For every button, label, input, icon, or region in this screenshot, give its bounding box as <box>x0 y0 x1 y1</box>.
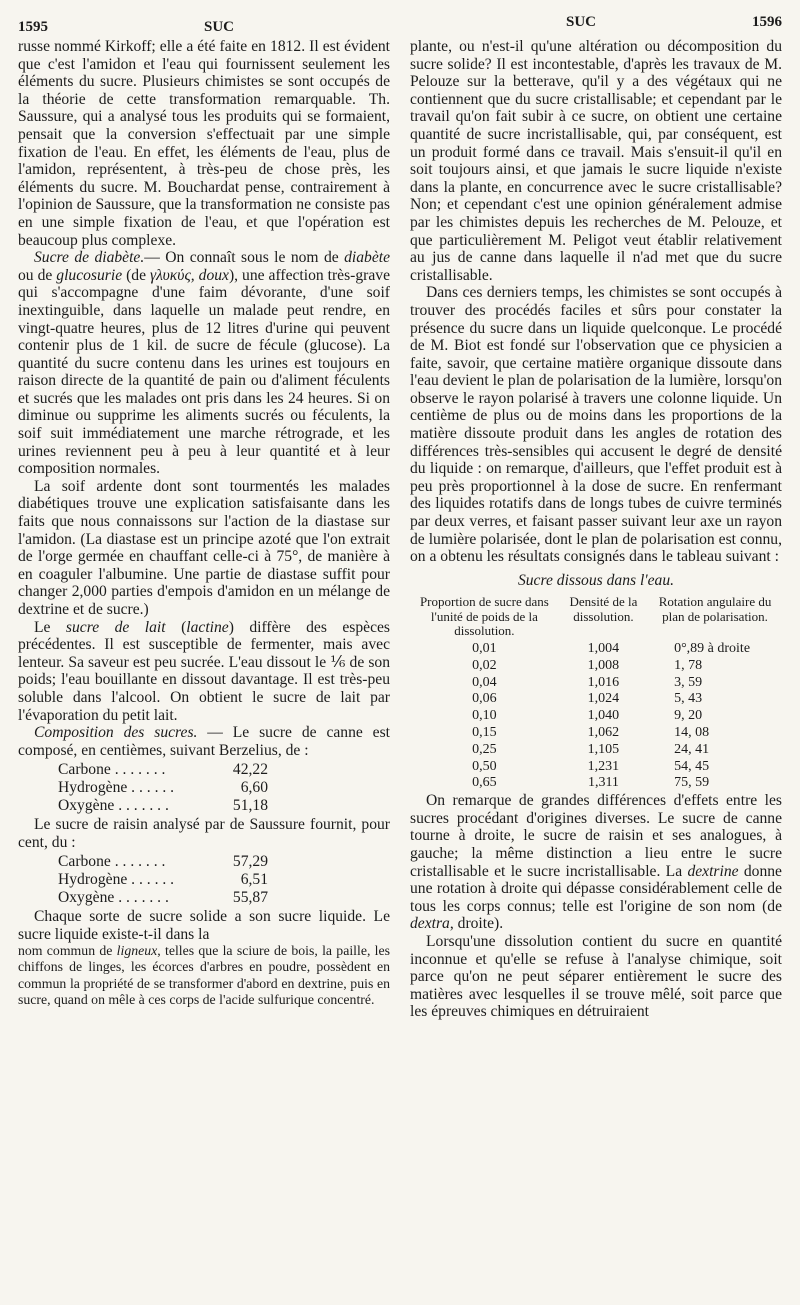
table-row <box>410 708 782 725</box>
paragraph: russe nommé Kirkoff; elle a été faite en 1812. Il est évident que c'est l'amidon et l'eau qui fournissent seulement les éléments du sucre. Plusieurs chimistes se sont occupés de la théorie de cette transformation remarquable. Th. Saussure, qui a analysé tous les produits qui se formaient, pensait que la conversion s'effectuait par une simple fixation de l'eau. En effet, les éléments de l'eau, plus de l'amidon, représentent, à très-peu de chose près, les éléments du sucre. M. Bouchardat pense, contrairement à l'opinion de Saussure, que la transformation ne consiste pas en une simple fixation de l'eau, et que l'opération est beaucoup plus complexe. <box>18 38 390 249</box>
composition-table-canne <box>58 761 268 814</box>
header-right <box>410 14 782 31</box>
composition-row: Hydrogène . . . . . . 6,60 <box>58 778 268 796</box>
table-cell: 1,105 <box>587 741 620 757</box>
rotation-table <box>410 595 782 792</box>
left-column <box>18 38 390 1021</box>
table-cell: 75, 59 <box>674 775 710 791</box>
composition-table-raisin <box>58 853 268 906</box>
paragraph: Lorsqu'une dissolution contient du sucre en quantité inconnue et qu'elle se refuse à l'analyse chimique, soit parce qu'on ne peut séparer entièrement le sucre des matières avec lesquelles il se trouve mêlé, soit parce que les épreuves chimiques en détruiraient <box>410 932 782 1021</box>
table-cell: 0,15 <box>472 725 497 740</box>
paragraph-composition: Composition des sucres. — Le sucre de canne est composé, en centièmes, suivant Berzelius, de : <box>18 724 390 759</box>
composition-row: Carbone . . . . . . . 42,22 <box>58 761 268 779</box>
table-row <box>410 675 782 692</box>
table-cell: 1,016 <box>587 674 620 690</box>
table-cell: 1,008 <box>587 657 620 673</box>
paragraph-diabete: Sucre de diabète.— On connaît sous le nom de diabète ou de glucosurie (de γλυκύς, doux), une affection très-grave qui s'accompagne d'une faim dévorante, d'une soif inextinguible, dans laquelle un malade peut rendre, en vingt-quatre heures, plus de 12 litres d'urine qui peuvent contenir plus de 1 kil. de sucre de fécule (glucose). La quantité du sucre contenu dans les urines est toujours en raison directe de la quantité de pain ou d'aliment féculents et sucrés que les malades ont pris dans les 24 heures. Si on diminue ou supprime les aliments sucrés ou féculents, la soif suit immédiatement une marche rétrograde, et les urines reviennent peu à peu à leur quantité et à leur composition normales. <box>18 249 390 478</box>
text-columns <box>18 38 782 1021</box>
table-header: Proportion de sucre dans l'unité de poids de la dissolution. <box>419 594 549 638</box>
header-left <box>18 19 390 36</box>
table-cell: 1,004 <box>587 641 620 657</box>
paragraph: Le sucre de raisin analysé par de Saussure fournit, pour cent, du : <box>18 816 390 851</box>
table-row <box>410 742 782 759</box>
paragraph: Chaque sorte de sucre solide a son sucre liquide. Le sucre liquide existe-t-il dans la <box>18 908 390 943</box>
table-row <box>410 691 782 708</box>
table-cell: 0°,89 à droite <box>674 641 751 657</box>
paragraph: La soif ardente dont sont tourmentés les malades diabétiques trouve une explication satisfaisante dans les faits que nous connaissons sur l'action de la diastase sur l'amidon. (La diastase est un principe azoté que l'on extrait de l'orge germée en chauffant celle-ci à 75°, de manière à en coaguler l'albumine. Une partie de diastase suffit pour changer 2,000 parties d'empois d'amidon en un mélange de dextrine et de sucre.) <box>18 477 390 618</box>
paragraph: plante, ou n'est-il qu'une altération ou décomposition du sucre solide? Il est incontestable, d'après les travaux de M. Pelouze sur la betterave, qu'il y a des végétaux qui ne contiennent que du sucre cristallisable; et cependant par le travail qu'on fait subir à ce sucre, on obtient une certaine quantité de sucre incristallisable, qui, par conséquent, est un produit formé dans ce travail. Mais s'ensuit-il qu'il en soit toujours ainsi, et que jamais le sucre liquide n'existe dans la plante, en concurrence avec le sucre cristallisable? Non; et cependant c'est une opinion généralement admise par les chimistes depuis les recherches de M. Pelouze, et que particulièrement M. Peligot veut établir relativement au jus de canne dans laquelle il n'ad met que du sucre cristallisable. <box>410 38 782 284</box>
column-number-right: 1596 <box>751 14 782 30</box>
table-cell: 1,062 <box>587 725 620 740</box>
running-head-left: SUC <box>203 19 234 35</box>
table-cell: 0,25 <box>472 741 497 757</box>
composition-row: Carbone . . . . . . . 57,29 <box>58 853 268 871</box>
table-cell: 0,06 <box>472 691 497 707</box>
paragraph: Dans ces derniers temps, les chimistes se sont occupés à trouver des procédés faciles et sûrs pour constater la présence du sucre dans un liquide quelconque. Le procédé de M. Biot est fondé sur l'observation que ce physicien a faite, savoir, que certaine matière organique dissoute dans l'eau devient le plan de polarisation de la lumière, lorsqu'on observe le rayon polarisé à travers une colonne liquide. Un centième de plus ou de moins dans les proportions de la matière dissoute produit dans les angles de rotation des différences très-sensibles qui accusent le degré de densité du liquide : on remarque, d'ailleurs, que l'effet produit est à peu près proportionnel à la dose de sucre. En renfermant des liquides rotatifs dans de longs tubes de cuivre terminés par deux verres, et faisant passer suivant leur axe un rayon de lumière polarisée, dont le plan de polarisation est connu, on a obtenu les résultats consignés dans le tableau suivant : <box>410 284 782 566</box>
composition-row: Oxygène . . . . . . . 51,18 <box>58 796 268 814</box>
footnote-paragraph: nom commun de ligneux, telles que la sciure de bois, la paille, les chiffons de linges, les écorces d'arbres en poudre, possèdent en commun la propriété de se transformer d'abord en dextrine, puis en sucre, quand on mêle à ces corps de l'acide sulfurique concentré. <box>18 943 390 1007</box>
composition-row: Hydrogène . . . . . . 6,51 <box>58 870 268 888</box>
section-label: Sucre de diabète. <box>34 249 145 267</box>
table-cell: 9, 20 <box>674 708 703 724</box>
table-cell: 1,040 <box>587 708 620 724</box>
table-row <box>410 759 782 776</box>
table-cell: 1,231 <box>587 758 620 774</box>
paragraph-lactine: Le sucre de lait (lactine) diffère des espèces précédentes. Il est susceptible de fermenter, mais avec lenteur. Sa saveur est peu sucrée. L'eau dissout le ⅙ de son poids; l'eau bouillante en dissout davantage. Il est très-peu soluble dans l'alcool. On obtient le sucre de lait par l'évaporation du petit lait. <box>18 618 390 724</box>
table-header: Densité de la dissolution. <box>569 594 638 624</box>
table-row <box>410 641 782 658</box>
table-cell: 0,10 <box>472 708 497 724</box>
table-cell: 0,65 <box>472 775 497 791</box>
paragraph-differences: On remarque de grandes différences d'effets entre les sucres procédant d'origines diverses. Le sucre de canne tourne à droite, le sucre de raisin et ses analogues, à gauche; la même distinction a lieu entre le sucre cristallisable et le sucre incristallisable. La dextrine donne une rotation à droite qui dépasse considérablement celle de tous les corps connus; telle est l'origine de son nom (de dextra, droite). <box>410 792 782 933</box>
table-title: Sucre dissous dans l'eau. <box>517 571 675 589</box>
section-label: Composition des sucres. <box>34 724 198 742</box>
table-row <box>410 775 782 792</box>
right-column <box>410 38 782 1021</box>
table-header: Rotation angulaire du plan de polarisation. <box>658 594 772 624</box>
table-cell: 54, 45 <box>674 758 710 774</box>
table-cell: 14, 08 <box>674 725 710 740</box>
table-row <box>410 658 782 675</box>
table-row <box>410 725 782 742</box>
table-cell: 1,024 <box>587 691 620 707</box>
running-head-right: SUC <box>565 14 596 30</box>
table-cell: 3, 59 <box>674 674 703 690</box>
composition-row: Oxygène . . . . . . . 55,87 <box>58 888 268 906</box>
column-number-left: 1595 <box>18 19 48 35</box>
table-cell: 0,50 <box>472 758 497 774</box>
table-header-row <box>410 595 782 641</box>
table-cell: 0,04 <box>472 674 497 690</box>
page-header <box>18 14 782 34</box>
table-cell: 5, 43 <box>674 691 703 707</box>
table-cell: 0,02 <box>472 657 497 673</box>
table-cell: 1, 78 <box>674 657 703 673</box>
table-cell: 0,01 <box>472 641 497 657</box>
table-cell: 1,311 <box>587 775 619 791</box>
table-cell: 24, 41 <box>674 741 710 757</box>
